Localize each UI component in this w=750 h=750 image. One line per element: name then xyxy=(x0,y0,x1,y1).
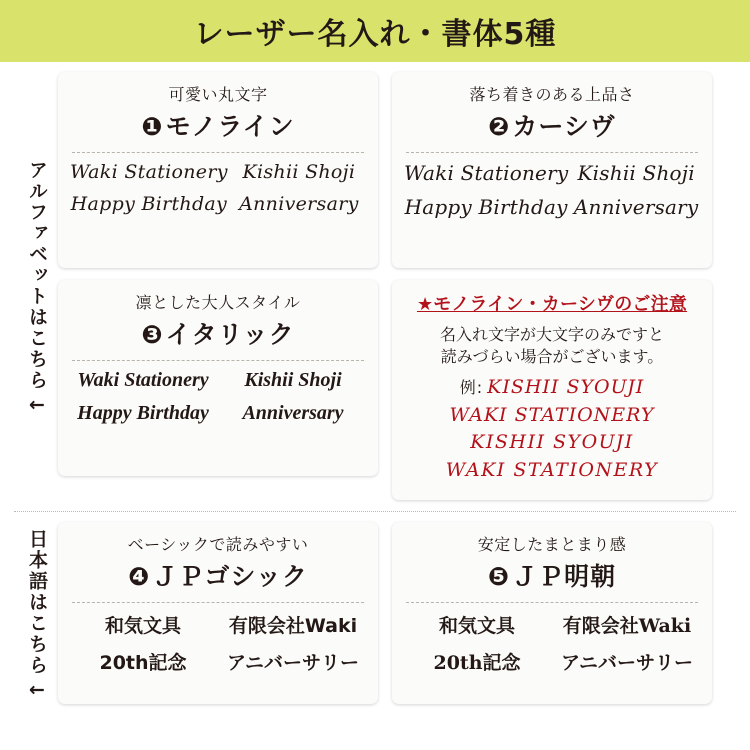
card-samples xyxy=(404,161,700,219)
sample-text: Waki Stationery xyxy=(70,161,228,183)
sample-text: 和気文具 xyxy=(104,615,181,637)
sample-text: Kishii Shoji xyxy=(244,369,342,391)
font-card-jp-mincho[interactable] xyxy=(392,522,712,704)
caution-example-label: 例: xyxy=(459,378,484,398)
sample-text: 20th記念 xyxy=(433,652,521,674)
card-samples xyxy=(404,611,700,675)
card-title-text: モノライン xyxy=(165,112,295,141)
section-label-japanese xyxy=(14,522,58,704)
card-subtitle: 可愛い丸文字 xyxy=(168,85,268,104)
sample-text: アニバーサリー xyxy=(560,652,694,674)
card-title-text: カーシヴ xyxy=(512,112,616,141)
card-title-text: イタリック xyxy=(165,320,295,349)
sample-text: 有限会社Waki xyxy=(228,615,358,637)
card-title xyxy=(404,557,700,593)
sample-text: Happy Birthday xyxy=(77,402,209,424)
card-divider xyxy=(72,602,364,603)
section-alphabet xyxy=(14,72,736,500)
card-number: ❹ xyxy=(128,562,151,591)
sample-text: Anniversary xyxy=(573,195,699,219)
card-subtitle: 凛とした大人スタイル xyxy=(135,293,301,312)
section-label-alphabet xyxy=(14,72,58,500)
caution-example-row3 xyxy=(404,429,700,457)
alphabet-cards xyxy=(58,72,736,500)
sample-text: 20th記念 xyxy=(99,652,187,674)
sample-text: 和気文具 xyxy=(438,615,515,637)
card-samples xyxy=(70,369,366,425)
caution-body-line2: 読みづらい場合がございます。 xyxy=(440,346,664,366)
card-divider xyxy=(406,602,698,603)
japanese-cards xyxy=(58,522,736,704)
card-title xyxy=(404,107,700,143)
caution-example-row4 xyxy=(404,457,700,485)
caution-example-row1 xyxy=(404,374,700,402)
caution-example-text: WAKI STATIONERY xyxy=(445,458,659,481)
card-divider xyxy=(406,152,698,153)
card-number: ❷ xyxy=(488,112,511,141)
caution-body-line1: 名入れ文字が大文字のみですと xyxy=(439,325,664,344)
caution-example-text: KISHII SYOUJI xyxy=(487,376,645,399)
sample-text: Waki Stationery xyxy=(77,369,209,391)
sample-text: Anniversary xyxy=(242,402,344,424)
card-title xyxy=(70,315,366,351)
card-subtitle: ベーシックで読みやすい xyxy=(127,535,309,554)
body-area xyxy=(0,62,750,750)
card-subtitle: 安定したまとまり感 xyxy=(477,535,627,554)
section-separator xyxy=(14,511,736,512)
section-label-japanese-label: 日本語はこちら xyxy=(25,528,48,676)
caution-example-text: WAKI STATIONERY xyxy=(449,403,655,426)
sample-text: アニバーサリー xyxy=(226,652,360,674)
section-label-japanese-text xyxy=(25,528,48,701)
sample-text: Anniversary xyxy=(239,193,359,215)
sample-text: 有限会社Waki xyxy=(562,615,692,637)
caution-heading: ★モノライン・カーシヴのご注意 xyxy=(416,294,688,315)
card-samples xyxy=(70,611,366,675)
section-japanese xyxy=(14,522,736,704)
card-number: ❸ xyxy=(141,320,164,349)
card-subtitle: 落ち着きのある上品さ xyxy=(469,85,635,104)
card-title-text: ＪＰ明朝 xyxy=(512,562,617,591)
card-samples xyxy=(70,161,366,215)
section-label-alphabet-label: アルファベットはこちら xyxy=(25,159,48,391)
font-card-monoline[interactable] xyxy=(58,72,378,268)
section-label-alphabet-text xyxy=(25,159,48,416)
caution-example-row2 xyxy=(404,402,700,430)
font-card-italic[interactable] xyxy=(58,280,378,476)
sample-text: Happy Birthday xyxy=(70,193,228,215)
card-title xyxy=(70,107,366,143)
card-title-text: ＪＰゴシック xyxy=(152,562,308,591)
sample-text: Waki Stationery xyxy=(404,161,569,185)
font-card-jp-gothic[interactable] xyxy=(58,522,378,704)
sample-text: Happy Birthday xyxy=(404,195,568,219)
caution-examples xyxy=(404,374,700,484)
font-card-cursive[interactable] xyxy=(392,72,712,268)
caution-example-text: KISHII SYOUJI xyxy=(470,431,634,454)
card-number: ❶ xyxy=(141,112,164,141)
arrow-icon: → xyxy=(27,393,45,416)
card-title xyxy=(70,557,366,593)
card-number: ❺ xyxy=(487,562,511,591)
page-title: レーザー名入れ・書体5種 xyxy=(193,17,557,52)
caution-body xyxy=(404,324,700,367)
sample-text: Kishii Shoji xyxy=(242,161,356,183)
header-banner xyxy=(0,0,750,62)
card-divider xyxy=(72,152,364,153)
card-divider xyxy=(72,360,364,361)
sample-text: Kishii Shoji xyxy=(577,161,695,185)
arrow-icon: → xyxy=(27,678,45,701)
caution-note-card xyxy=(392,280,712,500)
